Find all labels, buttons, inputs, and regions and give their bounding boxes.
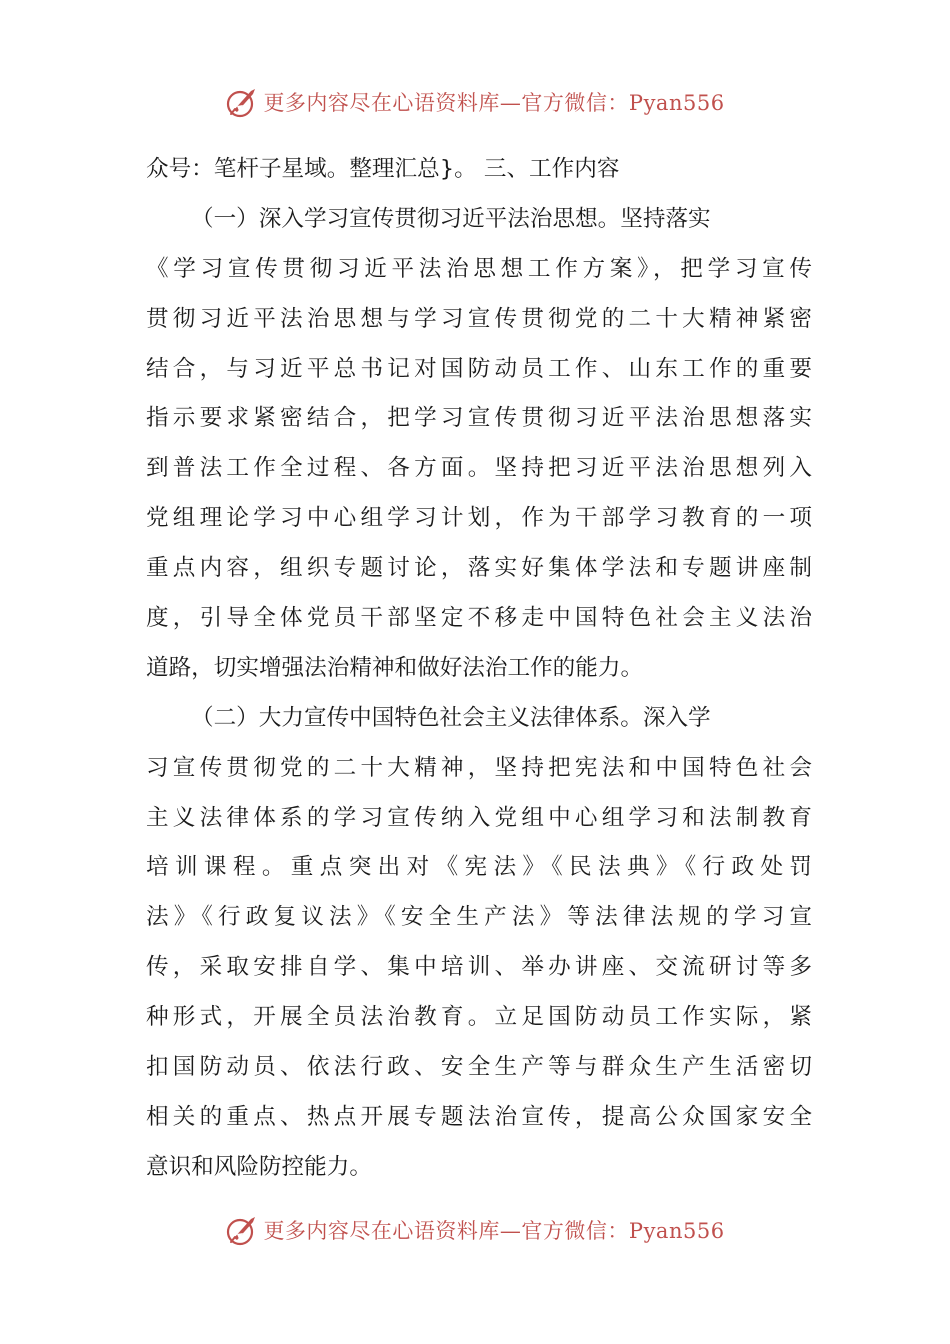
text-line: 重点内容，组织专题讨论，落实好集体学法和专题讲座制: [146, 555, 812, 582]
text-line: 培训课程。重点突出对《宪法》《民法典》《行政处罚: [146, 854, 812, 881]
footer-banner: [0, 1210, 950, 1250]
text-line: 结合，与习近平总书记对国防动员工作、山东工作的重要: [146, 355, 812, 382]
document-body: [146, 145, 812, 1193]
header-banner-text: 更多内容尽在心语资料库—官方微信：Pyan556: [263, 91, 725, 115]
text-line: 党组理论学习中心组学习计划，作为干部学习教育的一项: [146, 505, 812, 532]
text-line: 法》《行政复议法》《安全生产法》等法律法规的学习宣: [146, 904, 812, 931]
text-line: 到普法工作全过程、各方面。坚持把习近平法治思想列入: [146, 455, 812, 482]
text-line: （二）大力宣传中国特色社会主义法律体系。深入学: [191, 704, 711, 731]
text-line: 道路，切实增强法治精神和做好法治工作的能力。: [146, 654, 644, 681]
text-line: （一）深入学习宣传贯彻习近平法治思想。坚持落实: [191, 205, 711, 232]
text-line: 扣国防动员、依法行政、安全生产等与群众生产生活密切: [146, 1054, 812, 1081]
footer-banner-text: 更多内容尽在心语资料库—官方微信：Pyan556: [263, 1219, 725, 1243]
text-line: 指示要求紧密结合，把学习宣传贯彻习近平法治思想落实: [146, 405, 812, 432]
header-banner: [0, 82, 950, 122]
text-line: 众号：笔杆子星域。整理汇总}。 三、工作内容: [146, 156, 620, 182]
text-line: 传，采取安排自学、集中培训、举办讲座、交流研讨等多: [146, 954, 812, 981]
text-line: 主义法律体系的学习宣传纳入党组中心组学习和法制教育: [146, 804, 812, 831]
text-line: 度，引导全体党员干部坚定不移走中国特色社会主义法治: [146, 605, 812, 632]
text-line: 习宣传贯彻党的二十大精神，坚持把宪法和中国特色社会: [146, 754, 812, 781]
text-line: 种形式，开展全员法治教育。立足国防动员工作实际，紧: [146, 1004, 812, 1031]
quill-pen-logo-icon: [225, 85, 259, 119]
text-line: 意识和风险防控能力。: [146, 1153, 372, 1180]
quill-pen-logo-icon: [225, 1213, 259, 1247]
text-line: 《学习宣传贯彻习近平法治思想工作方案》，把学习宣传: [146, 255, 812, 282]
text-line: 贯彻习近平法治思想与学习宣传贯彻党的二十大精神紧密: [146, 305, 812, 332]
text-line: 相关的重点、热点开展专题法治宣传，提高公众国家安全: [146, 1103, 812, 1130]
